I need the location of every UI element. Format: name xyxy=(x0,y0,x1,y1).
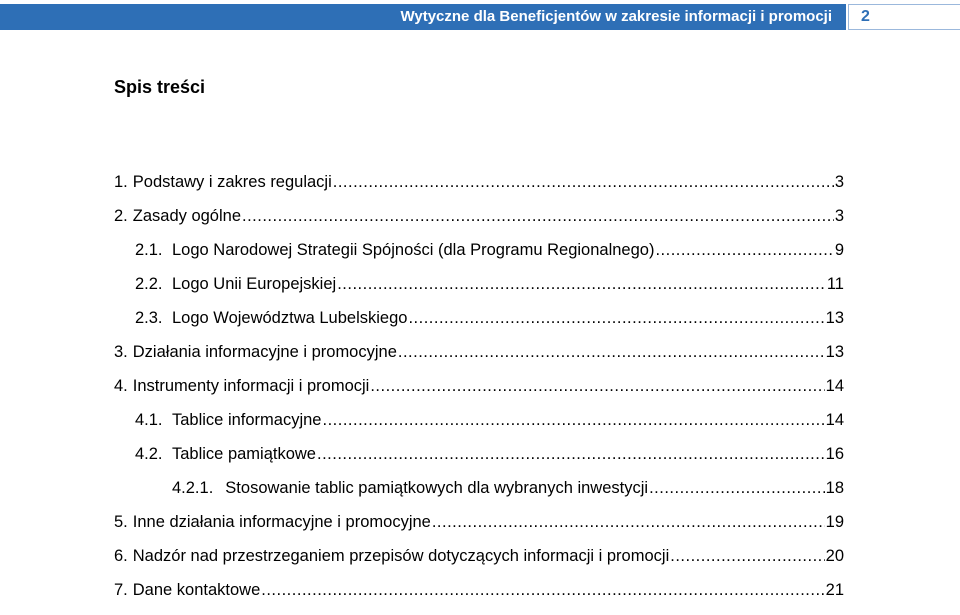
toc-entry[interactable] xyxy=(114,411,844,445)
toc-entry-title: Dane kontaktowe xyxy=(132,581,261,599)
toc-entry-page: 14 xyxy=(825,411,844,429)
toc-entry-title: Działania informacyjne i promocyjne xyxy=(132,343,397,361)
toc-entry-page: 16 xyxy=(825,445,844,463)
toc-entry[interactable] xyxy=(114,581,844,615)
toc-entry-page: 3 xyxy=(834,173,844,191)
toc-entry-title: Nadzór nad przestrzeganiem przepisów dotyczących informacji i promocji xyxy=(132,547,670,565)
page-number: 2 xyxy=(861,8,870,25)
toc-entry-page: 3 xyxy=(834,207,844,225)
toc-entry-number: 1. xyxy=(114,173,128,191)
toc-entry-title: Zasady ogólne xyxy=(132,207,242,225)
toc-entry-number: 6. xyxy=(114,547,128,565)
toc-entry-number: 4. xyxy=(114,377,128,395)
toc-entry[interactable] xyxy=(114,343,844,377)
toc-entry-title: Podstawy i zakres regulacji xyxy=(132,173,332,191)
toc-heading: Spis treści xyxy=(114,77,206,97)
toc-entry[interactable] xyxy=(114,547,844,581)
toc-entry-number: 7. xyxy=(114,581,128,599)
toc-entry-number: 4.2.1. xyxy=(172,479,214,497)
toc-entry-page: 9 xyxy=(834,241,844,259)
toc-entry-number: 4.1. xyxy=(135,411,163,429)
toc-entry[interactable] xyxy=(114,275,844,309)
toc-entry-title: Instrumenty informacji i promocji xyxy=(132,377,370,395)
toc-entry-title: Logo Narodowej Strategii Spójności (dla Programu Regionalnego) xyxy=(172,241,655,259)
toc-entry-title: Stosowanie tablic pamiątkowych dla wybranych inwestycji xyxy=(225,479,649,497)
dot-leader xyxy=(649,479,825,498)
toc-entry[interactable] xyxy=(114,207,844,241)
toc-entry-page: 19 xyxy=(825,513,844,531)
page-number-box xyxy=(848,4,960,30)
dot-leader xyxy=(655,241,833,260)
toc-entry[interactable] xyxy=(114,513,844,547)
dot-leader xyxy=(261,581,824,600)
dot-leader xyxy=(370,377,824,396)
toc-entry[interactable] xyxy=(114,173,844,207)
toc-entry[interactable] xyxy=(114,445,844,479)
toc-entry-title: Tablice pamiątkowe xyxy=(172,445,316,463)
toc-entry[interactable] xyxy=(114,377,844,411)
toc-entry[interactable] xyxy=(114,309,844,343)
dot-leader xyxy=(408,309,824,328)
dot-leader xyxy=(333,173,834,192)
toc-entry-page: 13 xyxy=(825,343,844,361)
dot-leader xyxy=(242,207,834,226)
toc-entry-page: 21 xyxy=(825,581,844,599)
toc-entry-page: 18 xyxy=(825,479,844,497)
toc-entry-page: 11 xyxy=(826,275,844,293)
header-bar xyxy=(0,4,846,30)
dot-leader xyxy=(317,445,825,464)
toc-entry-page: 20 xyxy=(825,547,844,565)
table-of-contents xyxy=(114,173,844,615)
toc-entry-title: Tablice informacyjne xyxy=(172,411,322,429)
toc-entry-number: 3. xyxy=(114,343,128,361)
toc-entry-title: Inne działania informacyjne i promocyjne xyxy=(132,513,431,531)
toc-entry-number: 2.3. xyxy=(135,309,163,327)
toc-entry-number: 2. xyxy=(114,207,128,225)
dot-leader xyxy=(322,411,824,430)
document-title: Wytyczne dla Beneficjentów w zakresie informacji i promocji xyxy=(400,8,832,25)
toc-entry-title: Logo Województwa Lubelskiego xyxy=(172,309,408,327)
dot-leader xyxy=(670,547,824,566)
toc-entry-number: 4.2. xyxy=(135,445,163,463)
toc-entry-number: 5. xyxy=(114,513,128,531)
toc-entry-page: 14 xyxy=(825,377,844,395)
toc-entry-page: 13 xyxy=(825,309,844,327)
dot-leader xyxy=(432,513,825,532)
dot-leader xyxy=(337,275,826,294)
dot-leader xyxy=(398,343,825,362)
toc-entry-number: 2.2. xyxy=(135,275,163,293)
toc-entry-number: 2.1. xyxy=(135,241,163,259)
toc-entry[interactable] xyxy=(114,241,844,275)
toc-entry[interactable] xyxy=(114,479,844,513)
toc-entry-title: Logo Unii Europejskiej xyxy=(172,275,337,293)
